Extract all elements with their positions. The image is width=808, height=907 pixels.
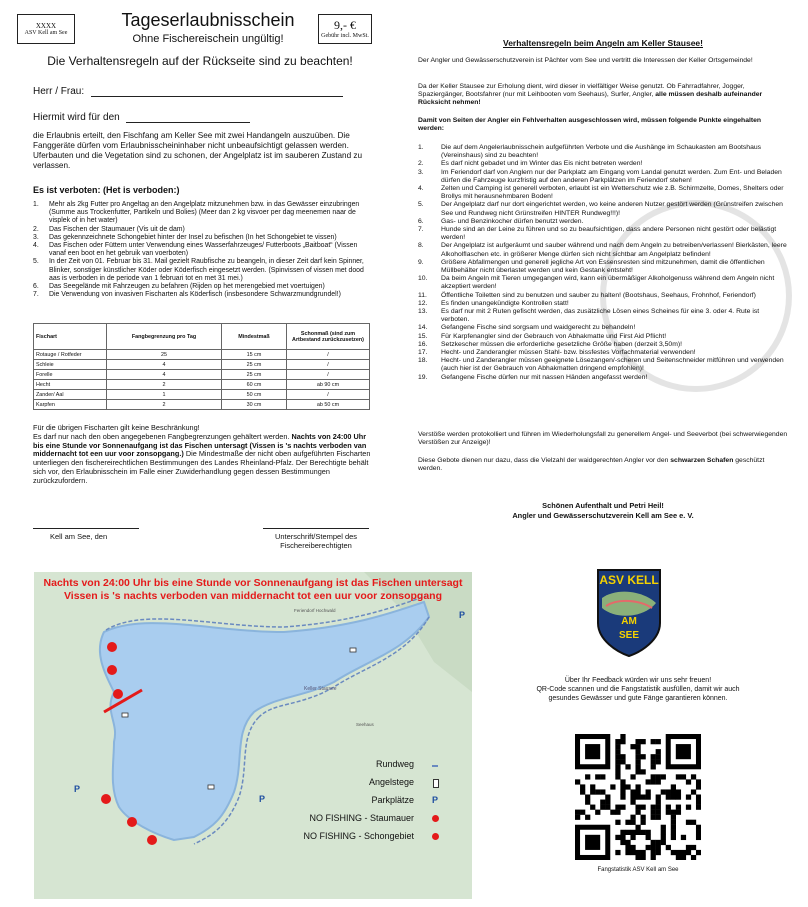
parking-marker: P bbox=[74, 784, 81, 794]
forbidden-list bbox=[33, 201, 373, 299]
qr-module bbox=[646, 794, 651, 799]
qr-module bbox=[600, 789, 605, 794]
qr-module bbox=[651, 840, 656, 845]
list-item: 17. Hecht- und Zanderangler müssen Stahl- bzw. bissfestes Vorfachmaterial verwenden! bbox=[418, 349, 696, 357]
legend-item: Rundweg bbox=[375, 759, 414, 769]
qr-module bbox=[651, 779, 656, 784]
page-title: Tageserlaubnisschein bbox=[121, 10, 295, 30]
list-item: 5. In der Zeit von 01. Februar bis 31. Mail gezielt Raubfische zu beangeln, in dieser Zeit darf kein Spinner, Blinker, sonstiger künstlicher Köder oder Köderfisch eingesetzt werden. (Spinvissen of vissen met dood aas is verboden in de periode van 1 februari tot en met 31 mei.) bbox=[33, 258, 364, 282]
signature-line-right bbox=[263, 528, 369, 529]
place-label: Feriendorf Hochwald bbox=[294, 608, 336, 613]
qr-module bbox=[595, 789, 600, 794]
qr-finder bbox=[585, 744, 600, 759]
parking-marker: P bbox=[459, 610, 466, 620]
table-row: Hecht 2 60 cm ab 90 cm bbox=[34, 380, 370, 390]
rules-outro-1: Verstöße werden protokolliert und führen im Wiederholungsfall zu generellem Angel- und Seeverbot (bei schwerwiegenden Verstößen zur Anzeige)! bbox=[418, 431, 788, 447]
qr-module bbox=[651, 805, 656, 810]
list-item: 6. Das Seegelände mit Fahrzeugen zu befahren (Rijden op het merengebied met voertuigen) bbox=[33, 283, 325, 291]
rules-closing: Schönen Aufenthalt und Petri Heil! Angler und Gewässerschutzverein Kell am See e. V. bbox=[512, 501, 694, 520]
qr-module bbox=[691, 820, 696, 825]
qr-module bbox=[641, 855, 646, 860]
qr-module bbox=[646, 845, 651, 850]
permission-text: die Erlaubnis erteilt, den Fischfang am Keller See mit zwei Handangeln auszuüben. Die Fanggeräte dürfen vom Erlaubnisscheininhaber nicht unbeaufsichtigt gelassen werden. Uferbauten und die Vegetation sind zu schonen, der Angelplatz ist im sauberen Zustand zu verlassen. bbox=[33, 131, 363, 170]
rules-outro-2: Diese Gebote dienen nur dazu, dass die Vielzahl der waidgerechten Angler vor den schwarzen Schafen geschützt werden. bbox=[418, 457, 765, 473]
legend-item: Parkplätze bbox=[371, 795, 414, 805]
qr-module bbox=[585, 815, 590, 820]
logo-line2: AM bbox=[621, 616, 637, 627]
qr-module bbox=[615, 744, 620, 749]
qr-module bbox=[696, 805, 701, 810]
qr-module bbox=[696, 825, 701, 830]
qr-module bbox=[696, 850, 701, 855]
list-item: 19. Gefangene Fische dürfen nur mit nassen Händen angefasst werden! bbox=[418, 373, 648, 381]
qr-module bbox=[580, 810, 585, 815]
qr-module bbox=[635, 810, 640, 815]
feedback-text: Über Ihr Feedback würden wir uns sehr freuen! QR-Code scannen und die Fangstatistik ausfüllen, damit wir auch gesundes Gewässer und gute Fänge garantieren können. bbox=[536, 677, 740, 702]
list-item: 13. Es darf nur mit 2 Ruten gefischt werden, das zusätzliche Lösen eines Scheines für eine 3. oder 4. Rute ist verboten. bbox=[418, 308, 760, 324]
list-item: 2. Das Fischen der Staumauer (Vis uit de dam) bbox=[33, 225, 185, 233]
qr-caption: Fangstatistik ASV Kell am See bbox=[597, 867, 679, 873]
qr-module bbox=[620, 739, 625, 744]
qr-module bbox=[696, 779, 701, 784]
qr-module bbox=[585, 800, 590, 805]
qr-module bbox=[630, 820, 635, 825]
fee-price: 9,- € bbox=[334, 18, 356, 32]
qr-module bbox=[635, 850, 640, 855]
qr-module bbox=[615, 769, 620, 774]
qr-module bbox=[625, 840, 630, 845]
qr-module bbox=[671, 810, 676, 815]
list-item: 10. Da beim Angeln mit Tieren umgegangen wird, kann ein übermäßiger Alkoholgenuss während dem Angeln nicht akzeptiert werden! bbox=[418, 275, 775, 291]
qr-module bbox=[625, 845, 630, 850]
qr-module bbox=[656, 800, 661, 805]
qr-module bbox=[656, 805, 661, 810]
table-row: Zander/ Aal 1 50 cm / bbox=[34, 390, 370, 400]
qr-module bbox=[641, 830, 646, 835]
qr-module bbox=[635, 805, 640, 810]
qr-module bbox=[651, 855, 656, 860]
qr-module bbox=[625, 820, 630, 825]
qr-module bbox=[681, 835, 686, 840]
legend-parking-symbol: P bbox=[432, 795, 439, 805]
rules-title: Verhaltensregeln beim Angeln am Keller Stausee! bbox=[503, 38, 703, 48]
lake-map bbox=[34, 572, 472, 899]
night-ban-banner: Nachts von 24:00 Uhr bis eine Stunde vor Sonnenaufgang ist das Fischen untersagt Vissen is 's nachts verboden van middernacht tot een uur voor zonsopgang bbox=[43, 577, 463, 602]
qr-module bbox=[661, 825, 666, 830]
qr-module bbox=[641, 754, 646, 759]
date-field[interactable] bbox=[126, 112, 250, 123]
qr-module bbox=[646, 789, 651, 794]
qr-module bbox=[620, 840, 625, 845]
signature-place-label: Kell am See, den bbox=[50, 532, 108, 541]
qr-module bbox=[696, 800, 701, 805]
qr-module bbox=[641, 794, 646, 799]
qr-module bbox=[630, 815, 635, 820]
qr-module bbox=[615, 754, 620, 759]
list-item: 16. Setzkescher müssen die erforderliche gesetzliche Größe haben (derzeit 3,50m)! bbox=[418, 340, 683, 348]
qr-module bbox=[635, 789, 640, 794]
qr-finder bbox=[676, 744, 691, 759]
qr-module bbox=[595, 774, 600, 779]
qr-module bbox=[575, 810, 580, 815]
limits-line: Die Mindestmaße der nicht oben aufgeführten Fischarten unterliegen den fischereirechtlichen Bestimmungen des Landes Rheinland-Pfalz. Der Berechtigte behält sich vor, den Erlaubnisschein im Falle einer Zuwiderhandlung gegen dessen Bestimmungen zurückzufordern. bbox=[33, 449, 371, 485]
qr-module bbox=[585, 774, 590, 779]
qr-module bbox=[686, 779, 691, 784]
qr-module bbox=[641, 850, 646, 855]
signature-stamp-label: Unterschrift/Stempel des Fischereiberechtigten bbox=[274, 532, 358, 550]
qr-module bbox=[641, 815, 646, 820]
qr-module bbox=[676, 774, 681, 779]
list-item: 4. Das Fischen oder Füttern unter Verwendung eines Wasserfahrzeuges/ Futterboots „Baitboat“ (Vissen vanaf een boot en het gebruik van voerboten) bbox=[33, 242, 358, 258]
qr-module bbox=[646, 835, 651, 840]
qr-module bbox=[580, 784, 585, 789]
qr-module bbox=[656, 840, 661, 845]
qr-module bbox=[671, 830, 676, 835]
lake-label: Keller Stausee bbox=[304, 686, 337, 692]
qr-module bbox=[575, 779, 580, 784]
qr-module bbox=[580, 789, 585, 794]
qr-module bbox=[651, 764, 656, 769]
qr-module bbox=[676, 810, 681, 815]
rules-list bbox=[418, 144, 788, 382]
qr-module bbox=[651, 850, 656, 855]
qr-module bbox=[610, 784, 615, 789]
list-item: 1. Die auf dem Angelerlaubnisschein aufgeführten Verbote und die Aushänge im Schaukasten am Bootshaus (Vereinshaus) sind zu beachten! bbox=[418, 144, 762, 160]
qr-module bbox=[656, 779, 661, 784]
qr-module bbox=[651, 810, 656, 815]
list-item: 7. Die Verwendung von invasiven Fischarten als Köderfisch (insbesondere Schwarzmundgrundel!) bbox=[33, 291, 341, 299]
qr-module bbox=[696, 830, 701, 835]
list-item: 14. Gefangene Fische sind sorgsam und waidgerecht zu behandeln! bbox=[418, 324, 636, 332]
qr-module bbox=[630, 794, 635, 799]
rules-intro-1: Der Angler und Gewässerschutzverein ist Pächter vom See und vertritt die Interessen der Keller Ortsgemeinde! bbox=[418, 57, 753, 64]
date-row bbox=[33, 112, 250, 123]
qr-module bbox=[635, 739, 640, 744]
qr-module bbox=[671, 794, 676, 799]
qr-module bbox=[681, 774, 686, 779]
qr-module bbox=[686, 845, 691, 850]
col-header: Schonmaß (sind zum Artbestand zurückzusetzen) bbox=[287, 324, 370, 350]
qr-module bbox=[635, 784, 640, 789]
qr-module bbox=[671, 820, 676, 825]
qr-module bbox=[691, 845, 696, 850]
qr-module bbox=[666, 810, 671, 815]
club-box-name: ASV Kell am See bbox=[24, 30, 68, 36]
table-row: Karpfen 2 30 cm ab 50 cm bbox=[34, 400, 370, 410]
qr-module bbox=[615, 764, 620, 769]
qr-module bbox=[641, 805, 646, 810]
qr-module bbox=[620, 835, 625, 840]
logo-line1: ASV KELL bbox=[599, 573, 659, 587]
qr-module bbox=[671, 789, 676, 794]
limits-text bbox=[33, 424, 373, 486]
qr-module bbox=[635, 825, 640, 830]
qr-module bbox=[691, 774, 696, 779]
qr-module bbox=[671, 784, 676, 789]
qr-module bbox=[641, 739, 646, 744]
qr-module bbox=[651, 845, 656, 850]
night-ban: Nachts von 24:00 Uhr bis eine Stunde vor Sonnenaufgang ist das Fischen untersagt (Vissen is 's nachts verboden van middernacht tot een uur voor zonsopgang.) bbox=[33, 431, 367, 459]
qr-module bbox=[686, 794, 691, 799]
qr-module bbox=[666, 845, 671, 850]
qr-module bbox=[635, 855, 640, 860]
qr-module bbox=[646, 830, 651, 835]
qr-module bbox=[651, 754, 656, 759]
qr-module bbox=[656, 845, 661, 850]
qr-module bbox=[666, 794, 671, 799]
fee-note: Gebühr incl. MwSt. bbox=[321, 33, 369, 39]
qr-module bbox=[620, 805, 625, 810]
qr-module bbox=[620, 759, 625, 764]
limits-line: Für die übrigen Fischarten gilt keine Beschränkung! bbox=[33, 423, 200, 432]
qr-module bbox=[620, 794, 625, 799]
qr-module bbox=[630, 830, 635, 835]
qr-module bbox=[620, 784, 625, 789]
name-field[interactable] bbox=[91, 86, 343, 97]
qr-module bbox=[651, 759, 656, 764]
logo-line3: SEE bbox=[618, 630, 639, 641]
list-item: 1. Mehr als 2kg Futter pro Angeltag an den Angelplatz mitzunehmen bzw. in das Gewässer einzubringen (Summe aus Trockenfutter, Partikeln und Bolies) (Meer dan 2 kg visvoer per dag meenemen naar de visplek of in het water) bbox=[33, 201, 360, 225]
qr-module bbox=[671, 850, 676, 855]
qr-module bbox=[656, 759, 661, 764]
col-header: Fischart bbox=[34, 324, 107, 350]
qr-module bbox=[641, 820, 646, 825]
qr-module bbox=[620, 754, 625, 759]
qr-module bbox=[671, 825, 676, 830]
qr-module bbox=[635, 754, 640, 759]
club-box bbox=[17, 14, 75, 44]
table-header-row bbox=[34, 324, 370, 350]
col-header: Fangbegrenzung pro Tag bbox=[107, 324, 222, 350]
qr-module bbox=[686, 820, 691, 825]
place-label: Seehaus bbox=[356, 722, 374, 727]
list-item: 7. Hunde sind an der Leine zu führen und so zu beaufsichtigen, dass andere Personen nicht gestört oder belästigt werden! bbox=[418, 226, 777, 242]
page-subtitle: Ohne Fischereischein ungültig! bbox=[132, 33, 284, 45]
qr-module bbox=[620, 779, 625, 784]
qr-module bbox=[575, 815, 580, 820]
qr-module bbox=[656, 850, 661, 855]
list-item: 5. Der Angelplatz darf nur dort eingerichtet werden, wo keine anderen Nutzer gestört werden (Grünstreifen zwischen See und Rundweg nicht Grünstreifen HINTER Rundweg!!!)! bbox=[418, 201, 783, 217]
qr-module bbox=[615, 820, 620, 825]
qr-module bbox=[625, 784, 630, 789]
qr-module bbox=[661, 789, 666, 794]
qr-module bbox=[625, 850, 630, 855]
club-logo bbox=[596, 568, 662, 658]
qr-module bbox=[615, 759, 620, 764]
list-item: 8. Der Angelplatz ist aufgeräumt und sauber während und nach dem Angeln zu betreiben/verlassen! Bierkästen, leere Alkoholflaschen etc. in größerer Menge dürfen sich nicht sichtbar am Angelplatz befinden! bbox=[418, 242, 787, 258]
list-item: 12. Es finden unangekündigte Kontrollen statt! bbox=[418, 299, 569, 307]
fee-box bbox=[318, 14, 372, 44]
qr-module bbox=[661, 774, 666, 779]
qr-module bbox=[686, 850, 691, 855]
qr-module bbox=[676, 855, 681, 860]
qr-module bbox=[595, 810, 600, 815]
qr-module bbox=[635, 830, 640, 835]
table-row: Rotauge / Rotfeder 25 15 cm / bbox=[34, 350, 370, 360]
table-row: Schleie 4 25 cm / bbox=[34, 360, 370, 370]
qr-module bbox=[615, 774, 620, 779]
qr-module bbox=[620, 789, 625, 794]
qr-module bbox=[696, 794, 701, 799]
qr-module bbox=[630, 835, 635, 840]
qr-module bbox=[630, 850, 635, 855]
name-row bbox=[33, 86, 343, 97]
qr-module bbox=[686, 805, 691, 810]
qr-module bbox=[615, 805, 620, 810]
qr-module bbox=[635, 749, 640, 754]
qr-module bbox=[681, 855, 686, 860]
rules-intro-3: Damit von Seiten der Angler ein Fehlverhalten ausgeschlossen wird, müssen folgende Punkte eingehalten werden: bbox=[418, 117, 762, 133]
qr-module bbox=[630, 845, 635, 850]
qr-module bbox=[656, 739, 661, 744]
qr-module bbox=[630, 774, 635, 779]
qr-finder bbox=[585, 835, 600, 850]
angelsteg-marker bbox=[350, 648, 356, 652]
list-item: 4. Zelten und Camping ist generell verboten, erlaubt ist ein Wetterschutz wie z.B. Schirmzelte, Domes, Shelters oder Brollys mit herausnehmbaren Boden! bbox=[418, 185, 784, 201]
qr-module bbox=[691, 789, 696, 794]
qr-module bbox=[635, 769, 640, 774]
qr-module bbox=[590, 789, 595, 794]
qr-module bbox=[615, 749, 620, 754]
qr-module bbox=[620, 830, 625, 835]
qr-module bbox=[671, 835, 676, 840]
qr-module bbox=[656, 754, 661, 759]
qr-module bbox=[671, 815, 676, 820]
limits-line: Es darf nur nach den oben angegebenen Fangbegrenzungen gehältert werden. bbox=[33, 431, 290, 441]
qr-module bbox=[696, 835, 701, 840]
club-box-code: XXXX bbox=[35, 22, 57, 30]
list-item: 3. Im Feriendorf darf von Anglern nur der Parkplatz am Eingang vom Landal genutzt werden. Zum Ent- und Beladen dürfen die Fahrzeuge kurzfristig auf den anderen Parkplätzen im Feriendorf stehen! bbox=[418, 168, 782, 184]
qr-module bbox=[696, 784, 701, 789]
qr-module bbox=[661, 840, 666, 845]
qr-module bbox=[630, 800, 635, 805]
qr-module bbox=[600, 800, 605, 805]
qr-module bbox=[635, 794, 640, 799]
list-item: 6. Gas- und Benzinkocher dürfen benutzt werden. bbox=[418, 217, 584, 225]
qr-module bbox=[676, 805, 681, 810]
fish-table bbox=[33, 323, 370, 410]
qr-module bbox=[676, 850, 681, 855]
parking-marker: P bbox=[259, 794, 266, 804]
qr-module bbox=[590, 805, 595, 810]
qr-module bbox=[661, 835, 666, 840]
qr-module bbox=[615, 810, 620, 815]
map-graphic bbox=[34, 572, 472, 899]
qr-module bbox=[656, 749, 661, 754]
qr-module bbox=[615, 850, 620, 855]
qr-module bbox=[635, 759, 640, 764]
qr-module bbox=[666, 805, 671, 810]
qr-module bbox=[615, 739, 620, 744]
qr-module bbox=[625, 764, 630, 769]
qr-module bbox=[661, 830, 666, 835]
list-item: 9. Größere Abfallmengen und generell jegliche Art von Essensresten sind mitzunehmen, damit die öffentlichen Müllbehälter nicht überlastet werden und kein Gestank entsteht! bbox=[418, 258, 765, 275]
qr-module bbox=[651, 815, 656, 820]
rules-note: Die Verhaltensregeln auf der Rückseite sind zu beachten! bbox=[47, 54, 353, 68]
qr-module bbox=[651, 739, 656, 744]
qr-module bbox=[656, 774, 661, 779]
legend-item: NO FISHING - Staumauer bbox=[309, 813, 414, 823]
list-item: 11. Öffentliche Toiletten sind zu benutzen und sauber zu halten! (Bootshaus, Seehaus, Frohnhof, Feriendorf) bbox=[418, 291, 756, 299]
angelsteg-marker bbox=[122, 713, 128, 717]
list-item: 15. Für Karpfenangler sind der Gebrauch von Abhakmatte und First Aid Pflicht! bbox=[418, 332, 667, 340]
qr-module bbox=[625, 830, 630, 835]
legend-item: Angelstege bbox=[368, 777, 414, 787]
qr-module bbox=[605, 800, 610, 805]
table-row: Forelle 4 25 cm / bbox=[34, 370, 370, 380]
col-header: Mindestmaß bbox=[222, 324, 287, 350]
qr-module bbox=[646, 779, 651, 784]
qr-module bbox=[656, 810, 661, 815]
qr-module bbox=[691, 855, 696, 860]
map-legend bbox=[284, 759, 414, 849]
qr-module bbox=[656, 794, 661, 799]
qr-module bbox=[666, 789, 671, 794]
qr-module bbox=[656, 815, 661, 820]
angelsteg-marker bbox=[208, 785, 214, 789]
qr-module bbox=[620, 734, 625, 739]
qr-module bbox=[681, 850, 686, 855]
qr-module bbox=[610, 810, 615, 815]
legend-item: NO FISHING - Schongebiet bbox=[303, 831, 414, 841]
qr-module bbox=[605, 805, 610, 810]
forbidden-heading: Es ist verboten: (Het is verboden:) bbox=[33, 185, 180, 195]
qr-module bbox=[590, 784, 595, 789]
legend-symbols bbox=[422, 759, 452, 849]
rules-intro-2: Da der Keller Stausee zur Erholung dient, wird dieser in vielfältiger Weise genutzt. Ob Fahrradfahrer, Jogger, Spaziergänger, Bootsfahrer (nur mit Leihbooten vom Seehaus), Surfer, Angler, alle müssen deshalb aufeinander Rücksicht nehmen! bbox=[418, 83, 763, 107]
name-label: Herr / Frau: bbox=[33, 86, 85, 97]
qr-module bbox=[630, 789, 635, 794]
qr-module bbox=[615, 835, 620, 840]
qr-code[interactable] bbox=[575, 734, 701, 860]
qr-module bbox=[605, 794, 610, 799]
qr-module bbox=[676, 794, 681, 799]
qr-module bbox=[635, 764, 640, 769]
qr-module bbox=[585, 794, 590, 799]
list-item: 2. Es darf nicht gebadet und im Winter das Eis nicht betreten werden! bbox=[418, 160, 643, 168]
qr-module bbox=[676, 789, 681, 794]
list-item: 3. Das gekennzeichnete Schongebiet hinter der Insel zu befischen (In het Schongebiet te vissen) bbox=[33, 233, 337, 241]
qr-module bbox=[635, 744, 640, 749]
list-item: 18. Hecht- und Zanderangler müssen geeignete Lösezangen/-scheren und Seitenschneider mitführen und verwenden (auch hier ist der Gebrauch von Abhakmatten dringend empfohlen)! bbox=[418, 357, 784, 373]
qr-module bbox=[600, 774, 605, 779]
qr-module bbox=[641, 769, 646, 774]
qr-module bbox=[651, 774, 656, 779]
signature-line-left bbox=[33, 528, 139, 529]
qr-module bbox=[600, 805, 605, 810]
date-label: Hiermit wird für den bbox=[33, 112, 120, 123]
qr-module bbox=[630, 744, 635, 749]
